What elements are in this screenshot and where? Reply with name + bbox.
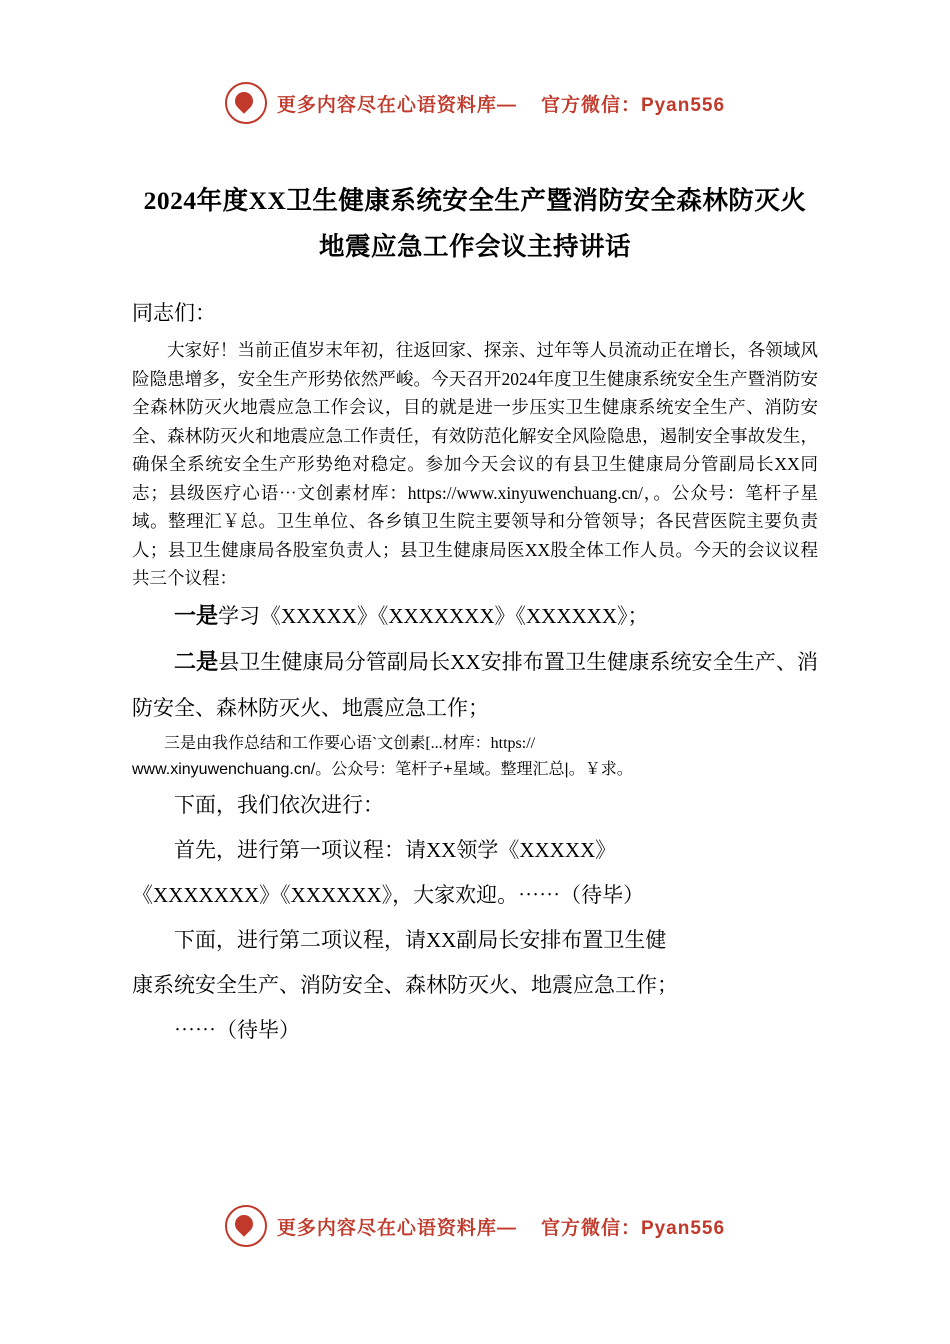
watermark-top [0,82,950,124]
paragraph-second-item-line-2: 康系统安全生产、消防安全、森林防灭火、地震应急工作； [132,972,678,997]
document-body [132,296,818,1053]
paragraph-second-item-cont [132,963,818,1008]
agenda-1-text: 学习《XXXXX》《XXXXXXX》《XXXXXX》； [218,603,649,628]
paragraph-first-item [132,828,818,873]
salutation: 同志们： [132,301,216,325]
paragraph-first-item-line-1: 首先，进行第一项议程：请XX领学《XXXXX》 [174,837,617,862]
watermark-right-text: 官方微信：Pyan556 [540,94,726,116]
watermark-left-text: 更多内容尽在心语资料库— [276,1217,517,1239]
paragraph-second-item-line-1: 下面，进行第二项议程，请XX副局长安排布置卫生健 [174,927,667,952]
agenda-item-1 [132,593,818,639]
paragraph-intro: 大家好！当前正值岁末年初，往返回家、探亲、过年等人员流动正在增长，各领域风险隐患增多，安全生产形势依然严峻。今天召开2024年度卫生健康系统安全生产暨消防安全森林防灭火地震应急工作会议，目的就是进一步压实卫生健康系统安全生产、消防安全、森林防灭火和地震应急工作责任，有效防范化解安全风险隐患，遏制安全事故发生，确保全系统安全生产形势绝对稳定。参加今天会议的有县卫生健康局分管副局长XX同志；县级医疗心语⋯文创素材库：https://www.xinyuwenchuang.cn/，。公众号：笔杆子星域。整理汇￥总。卫生单位、各乡镇卫生院主要领导和分管领导；各民营医院主要负责人；县卫生健康局各股室负责人；县卫生健康局医XX股全体工作人员。今天的会议议程共三个议程： [132,340,818,588]
agenda-item-2 [132,639,818,731]
agenda-3-line-2: www.xinyuwenchuang.cn/。公众号：笔杆子+星域。整理汇总|。￥求。 [132,760,633,778]
watermark-left-text: 更多内容尽在心语资料库— [276,94,517,116]
agenda-2-lead: 二是 [174,648,219,674]
agenda-2-text: 县卫生健康局分管副局长XX安排布置卫生健康系统安全生产、消防安全、森林防灭火、地震应急工作； [132,649,818,720]
paragraph-first-item-line-2: 《XXXXXXX》《XXXXXX》，大家欢迎。⋯⋯（待毕） [132,882,645,907]
agenda-item-3 [132,731,818,783]
drop-logo-icon [225,1205,267,1247]
watermark-right-text: 官方微信：Pyan556 [540,1217,726,1239]
paragraph-second-item-end: ⋯⋯（待毕） [174,1017,300,1042]
agenda-1-lead: 一是 [174,602,219,628]
watermark-bottom [0,1205,950,1247]
drop-logo-icon [225,82,267,124]
agenda-3-line-1: 三是由我作总结和工作要心语`文创素[...材库：https:// [164,734,536,752]
paragraph-next: 下面，我们依次进行： [174,792,384,817]
page-title: 2024年度XX卫生健康系统安全生产暨消防安全森林防灭火地震应急工作会议主持讲话 [143,186,807,261]
paragraph-first-item-cont [132,873,818,918]
paragraph-second-item [132,918,818,963]
